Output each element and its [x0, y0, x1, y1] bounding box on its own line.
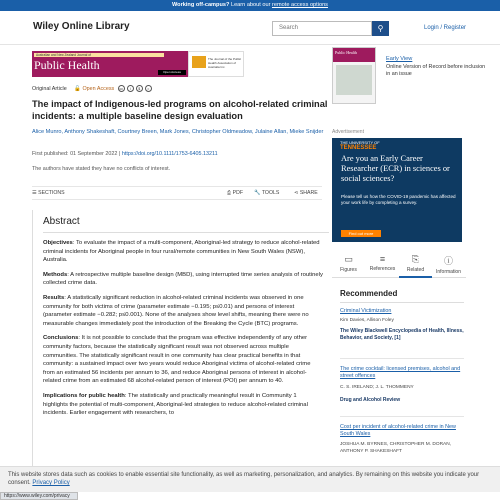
nd-icon: =: [145, 85, 152, 92]
wrench-icon: 🔧: [254, 190, 261, 196]
site-header: [0, 11, 500, 45]
recommended-item: [340, 308, 464, 342]
login-register-link[interactable]: Login / Register: [424, 25, 467, 31]
remote-access-link[interactable]: remote access options: [272, 2, 328, 8]
separator: |: [118, 151, 121, 157]
open-access-label: Open Access: [82, 85, 115, 92]
sections-label: SECTIONS: [38, 190, 65, 196]
early-view-description: Online Version of Record before inclusion in an issue: [386, 64, 486, 77]
advertisement[interactable]: [332, 138, 462, 242]
abstract-methods: [43, 271, 323, 288]
methods-text: : A retrospective multiple baseline design (MBD), using interrupted time series analysis of routinely collected crime data.: [43, 271, 323, 287]
privacy-policy-link[interactable]: Privacy Policy: [32, 480, 70, 486]
objectives-text: : To evaluate the impact of a multi-component, Aboriginal-led strategy to reduce alcohol-related criminal incidents for Aboriginal people in four rural/remote communities in New South Wales (NSW), Australia.: [43, 240, 320, 264]
tab-related[interactable]: [399, 250, 432, 278]
recommended-item-title[interactable]: Cost per incident of alcohol-related crime in New South Wales: [340, 424, 456, 437]
recommended-item-authors: C. S. IRELAND; J. L. THOMMENY: [340, 385, 414, 390]
open-access-tag: Open Access: [158, 70, 186, 75]
search-input[interactable]: Search: [272, 21, 372, 36]
tab-figures-label: Figures: [340, 267, 357, 273]
ad-logo: [340, 140, 380, 151]
conclusions-text: : It is not possible to conclude that the program was effective independently of any other community factors, because the statistically significant result was not observed across multiple communities. The statistically significant result in one community has clear practical benefits in that community: a sustained impact over two years would reduce Aboriginal victims of alcohol-related crime from an estimated 56 incidents per annum to 36, and reduce Aboriginal persons of interest in alcohol-related crime from an estimated 68 alcohol-related person of interest (POI) per annum to 40.: [43, 335, 311, 385]
abstract-implications: [43, 392, 323, 418]
article-toolbar: [32, 186, 322, 200]
recommended-item-authors: Kim Davies, Allison Foley: [340, 318, 394, 323]
status-bar-url: https://www.wiley.com/privacy: [0, 492, 78, 500]
tab-references[interactable]: [366, 250, 399, 278]
cookie-banner: [0, 466, 500, 492]
journal-cover[interactable]: [332, 47, 376, 104]
share-button[interactable]: [294, 190, 318, 196]
wiley-logo[interactable]: Wiley Online Library: [33, 21, 130, 32]
cc-icon: cc: [119, 87, 123, 91]
doi-link[interactable]: https://doi.org/10.1111/1753-6405.13211: [121, 151, 218, 157]
remote-access-bar: [0, 0, 500, 11]
open-access-badge: 🔓 Open Access: [74, 85, 115, 92]
pdf-button[interactable]: [227, 190, 243, 197]
menu-icon: ☰: [32, 190, 37, 196]
tab-information[interactable]: [432, 250, 465, 278]
publication-info: [32, 151, 218, 157]
nc-icon: $: [136, 85, 143, 92]
journal-banner-title: Public Health: [34, 58, 100, 72]
by-icon: i: [127, 85, 134, 92]
information-icon: ⓘ: [443, 256, 453, 266]
tab-figures[interactable]: [332, 250, 365, 278]
recommended-item: [340, 366, 464, 404]
tools-label: TOOLS: [261, 190, 280, 196]
figures-icon: ▭: [344, 254, 353, 264]
implications-text: : The statistically and practically meaningful result in Community 1 highlights the potential of multi-component, Aboriginal-led strategies to reduce alcohol-related criminal incidents. Earlier engagement with researchers, to: [43, 392, 308, 417]
recommended-heading: Recommended: [340, 289, 398, 298]
cover-title: Public Health: [333, 48, 375, 62]
recommended-item: [340, 424, 464, 455]
abstract-results: [43, 294, 323, 328]
article-title: The impact of Indigenous-led programs on alcohol-related criminal incidents: a multiple baseline design evaluation: [32, 99, 328, 121]
objectives-label: Objectives: [43, 240, 73, 246]
pdf-label: PDF: [232, 190, 243, 196]
journal-banner[interactable]: [32, 51, 242, 77]
journal-banner-subtitle: Australian and New Zealand Journal of: [34, 53, 164, 57]
association-logo-text: The Journal of the Public Health Association of Australia Inc.: [208, 57, 242, 69]
search-icon: ⚲: [377, 24, 384, 33]
tab-references-label: References: [369, 266, 396, 272]
recommended-item-title[interactable]: The crime cocktail: licensed premises, alcohol and street offences: [340, 366, 461, 379]
conclusions-label: Conclusions: [43, 335, 79, 342]
results-label: Results: [43, 294, 65, 301]
references-icon: ≡: [379, 254, 386, 264]
cookie-message: This website stores data such as cookies to enable essential site functionality, as well as marketing, personalization, and analytics. By remaining on this website you indicate your consent.: [8, 472, 480, 486]
cover-image: [336, 65, 372, 95]
share-label: SHARE: [299, 190, 318, 196]
recommended-item-authors: JOSHUA M. BYRNES, CHRISTOPHER M. DORAN, ANTHONY P. SHAKESHAFT: [340, 442, 452, 454]
recommended-separator: [340, 358, 464, 359]
abstract-divider: [43, 232, 329, 233]
remote-access-text: Learn about our: [230, 2, 271, 8]
ad-find-out-more-button[interactable]: Find out more: [341, 230, 381, 237]
tools-button[interactable]: [254, 190, 279, 196]
early-view-link[interactable]: Early View: [386, 56, 413, 62]
recommended-item-title[interactable]: Criminal Victimization: [340, 308, 392, 314]
recommended-divider: [340, 302, 464, 303]
implications-label: Implications for public health: [43, 392, 125, 399]
abstract-conclusions: [43, 334, 323, 386]
association-logo-icon: [192, 56, 206, 68]
pdf-icon: ⎙: [227, 190, 232, 196]
tab-information-label: Information: [435, 269, 461, 275]
search-button[interactable]: [372, 21, 389, 36]
cookie-text: [8, 471, 488, 487]
methods-label: Methods: [43, 271, 68, 278]
tab-related-label: Related: [406, 267, 425, 273]
recommended-item-source[interactable]: Drug and Alcohol Review: [340, 397, 401, 403]
article-type: Original Article: [32, 85, 67, 92]
abstract-objectives: [43, 239, 323, 265]
abstract-heading: Abstract: [43, 216, 80, 227]
abstract-section: [32, 210, 328, 480]
ad-heading: Are you an Early Career Researcher (ECR) in sciences or social sciences?: [341, 154, 450, 183]
recommended-item-source[interactable]: The Wiley Blackwell Encyclopedia of Health, Illness, Behavior, and Society, [1]: [340, 328, 464, 341]
association-logo: [188, 51, 244, 77]
ad-body: Please tell us how the COVID-19 pandemic has affected your work life by completing a survey.: [341, 194, 456, 205]
sections-button[interactable]: [32, 190, 65, 196]
published-date: 01 September 2022: [70, 151, 118, 157]
share-icon: ⋖: [294, 190, 299, 196]
article-meta: [32, 85, 152, 92]
ad-logo-small: THE UNIVERSITY OF: [340, 140, 380, 145]
author-list[interactable]: Alice Munro, Anthony Shakeshaft, Courtney Breen, Mark Jones, Christopher Oldmeadow, Julaine Allan, Mieke Snijder: [32, 129, 324, 135]
recommended-separator: [340, 416, 464, 417]
ad-logo-big: TENNESSEE: [340, 145, 377, 151]
results-text: : A statistically significant reduction in alcohol-related criminal incidents was observed in one community for both victims of crime (parameter estimate −0.195; p≤0.01) and persons of interest (parameter estimate −0.282; p≤0.001). None of the analyses show level shifts, meaning there were no measurable changes immediately post the introduction of the Breaking the Cycle (BTC) programs.: [43, 294, 309, 327]
off-campus-label: Working off-campus?: [172, 2, 230, 8]
published-label: First published:: [32, 151, 69, 157]
conflict-of-interest: The authors have stated they have no conflicts of interest.: [32, 166, 171, 172]
advertisement-label: Advertisement: [332, 129, 364, 135]
related-icon: ⎘: [411, 254, 420, 264]
sidebar-tabs: [332, 250, 466, 278]
